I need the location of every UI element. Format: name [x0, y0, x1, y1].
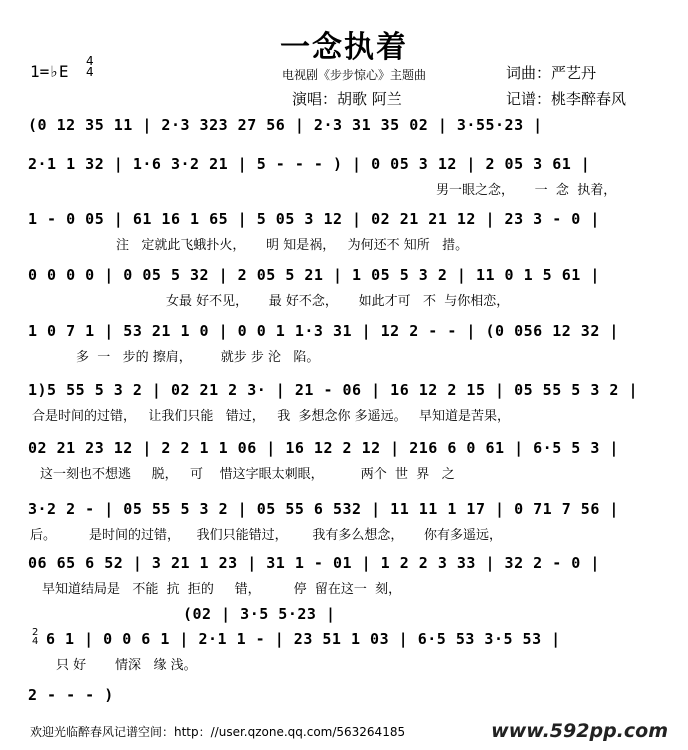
site-watermark: www.592pp.com: [491, 720, 668, 742]
notation: 2·1 1 32 | 1·6 3·2 21 | 5 - - - ) | 0 05 3 12 | 2 05 3 61 |: [28, 155, 591, 173]
key-signature: 1=♭E: [30, 62, 69, 81]
notation: 06 65 6 52 | 3 21 1 23 | 31 1 - 01 | 1 2 2 3 33 | 32 2 - 0 |: [28, 554, 600, 572]
notation: 2 - - - ): [28, 686, 114, 704]
lyrics: 后。 是时间的过错， 我们只能错过， 我有多么想念， 你有多遥远，: [30, 528, 503, 543]
notation: 6 1 | 0 0 6 1 | 2·1 1 - | 23 51 1 03 | 6·5 53 3·5 53 |: [46, 630, 561, 648]
notation: (02 | 3·5 5·23 |: [183, 605, 336, 623]
time-change-mark: 2 4: [32, 627, 39, 647]
lyrics: 女最 好不见， 最 好不念， 如此才可 不 与你相恋，: [166, 294, 510, 309]
notation: 0 0 0 0 | 0 05 5 32 | 2 05 5 21 | 1 05 5 3 2 | 11 0 1 5 61 |: [28, 266, 600, 284]
lyrics: 早知道结局是 不能 抗 拒的 错， 停 留在这一 刻，: [42, 582, 402, 597]
notation: 1)5 55 5 3 2 | 02 21 2 3· | 21 - 06 | 16 12 2 15 | 05 55 5 3 2 |: [28, 381, 638, 399]
notation: 3·2 2 - | 05 55 5 3 2 | 05 55 6 532 | 11 11 1 17 | 0 71 7 56 |: [28, 500, 619, 518]
notation: 1 - 0 05 | 61 16 1 65 | 5 05 3 12 | 02 21 21 12 | 23 3 - 0 |: [28, 210, 600, 228]
song-title: 一念执着: [280, 30, 408, 65]
subtitle: 电视剧《步步惊心》主题曲: [282, 68, 427, 82]
lyrics: 只 好 情深 缘 浅。: [56, 658, 197, 673]
lyrics: 注 定就此飞蛾扑火， 明 知是祸， 为何还不 知所 措。: [116, 238, 469, 253]
notation: 1 0 7 1 | 53 21 1 0 | 0 0 1 1·3 31 | 12 2 - - | (0 056 12 32 |: [28, 322, 619, 340]
notation: 02 21 23 12 | 2 2 1 1 06 | 16 12 2 12 | 216 6 0 61 | 6·5 5 3 |: [28, 439, 619, 457]
footer-credit: 欢迎光临醉春风记谱空间：http：//user.qzone.qq.com/563264185: [30, 725, 406, 739]
lyrics: 多 一 步的 擦肩， 就步 步 沦 陷。: [76, 350, 320, 365]
lyrics: 合是时间的过错， 让我们只能 错过， 我 多想念你 多遥远。 早知道是苦果，: [32, 409, 510, 424]
singers: 演唱：胡歌 阿兰: [292, 90, 402, 108]
lyrics: 这一刻也不想逃 脱， 可 惜这字眼太刺眼， 两个 世 界 之: [40, 467, 455, 482]
composer: 词曲：严艺丹: [506, 64, 597, 82]
lyrics: 男一眼之念， 一 念 执着，: [436, 183, 617, 198]
time-signature: 4 4: [86, 54, 94, 79]
transcriber: 记谱：桃李醉春风: [506, 90, 627, 108]
notation: (0 12 35 11 | 2·3 323 27 56 | 2·3 31 35 02 | 3·55·23 |: [28, 116, 543, 134]
